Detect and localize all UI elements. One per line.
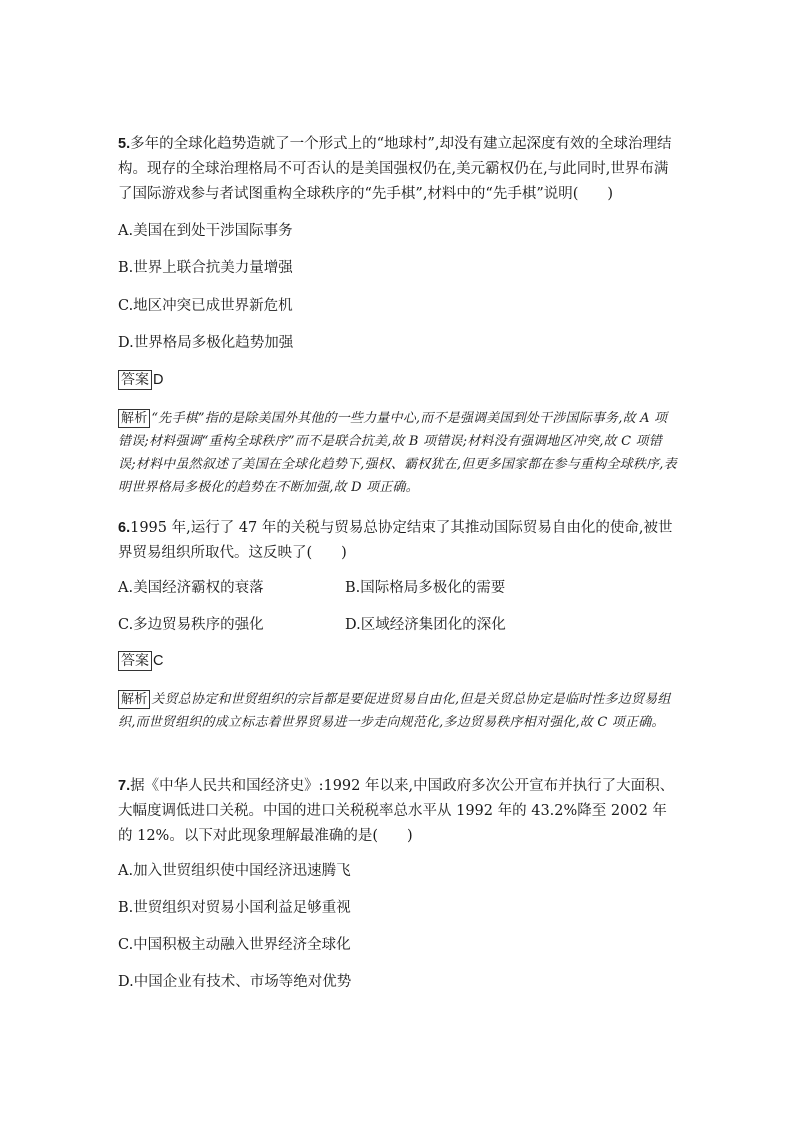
answer-tag: 答案 xyxy=(118,370,152,390)
question-text: 1995 年,运行了 47 年的关税与贸易总协定结束了其推动国际贸易自由化的使命,被世界贸易组织所取代。这反映了( ) xyxy=(118,520,673,561)
question-5-option-b: B.世界上联合抗美力量增强 xyxy=(118,260,293,276)
question-6-option-d: D.区域经济集团化的深化 xyxy=(345,617,506,633)
question-6-option-a: A.美国经济霸权的衰落 xyxy=(118,580,264,596)
question-7-option-b: B.世贸组织对贸易小国利益足够重视 xyxy=(118,900,351,916)
question-5-answer xyxy=(118,370,163,390)
question-5-option-d: D.世界格局多极化趋势加强 xyxy=(118,335,294,351)
question-7-option-a: A.加入世贸组织使中国经济迅速腾飞 xyxy=(118,863,351,879)
question-5-option-a: A.美国在到处干涉国际事务 xyxy=(118,223,293,239)
explanation-text: “先手棋”指的是除美国外其他的一些力量中心,而不是强调美国到处干涉国际事务,故 A 项错误;材料强调“重构全球秩序”而不是联合抗美,故 B 项错误;材料没有强调地区冲突,故 C 项错误;材料中虽然叙述了美国在全球化趋势下,强权、霸权犹在,但更多国家都在参与重构全球秩序,表明世界格局多极化的趋势在不断加强,故 D 项正确。 xyxy=(118,411,677,495)
question-7-option-c: C.中国积极主动融入世界经济全球化 xyxy=(118,937,351,953)
explanation-tag: 解析 xyxy=(118,690,150,709)
question-5-explanation xyxy=(118,407,678,499)
question-number: 6. xyxy=(118,520,131,536)
question-6-option-b: B.国际格局多极化的需要 xyxy=(345,580,506,596)
answer-value: C xyxy=(153,653,164,669)
question-6-explanation xyxy=(118,688,678,734)
explanation-text: 关贸总协定和世贸组织的宗旨都是要促进贸易自由化,但是关贸总协定是临时性多边贸易组织,而世贸组织的成立标志着世界贸易进一步走向规范化,多边贸易秩序相对强化,故 C 项正确。 xyxy=(118,692,671,730)
answer-tag: 答案 xyxy=(118,651,152,671)
answer-value: D xyxy=(153,372,164,388)
question-7-stem xyxy=(118,774,678,849)
question-text: 据《中华人民共和国经济史》:1992 年以来,中国政府多次公开宣布并执行了大面积、大幅度调低进口关税。中国的进口关税税率总水平从 1992 年的 43.2%降至 2002 年的 12%。以下对此现象理解最准确的是( ) xyxy=(118,778,675,844)
question-6-option-c: C.多边贸易秩序的强化 xyxy=(118,617,264,633)
question-6-answer xyxy=(118,651,163,671)
question-5-stem xyxy=(118,132,678,207)
question-number: 5. xyxy=(118,136,131,152)
question-5-option-c: C.地区冲突已成世界新危机 xyxy=(118,298,293,314)
explanation-tag: 解析 xyxy=(118,409,150,428)
question-number: 7. xyxy=(118,778,131,794)
question-6-stem xyxy=(118,516,678,566)
question-7-option-d: D.中国企业有技术、市场等绝对优势 xyxy=(118,974,352,990)
question-text: 多年的全球化趋势造就了一个形式上的“地球村”,却没有建立起深度有效的全球治理结构。现存的全球治理格局不可否认的是美国强权仍在,美元霸权仍在,与此同时,世界布满了国际游戏参与者试图重构全球秩序的“先手棋”,材料中的“先手棋”说明( ) xyxy=(118,136,672,202)
